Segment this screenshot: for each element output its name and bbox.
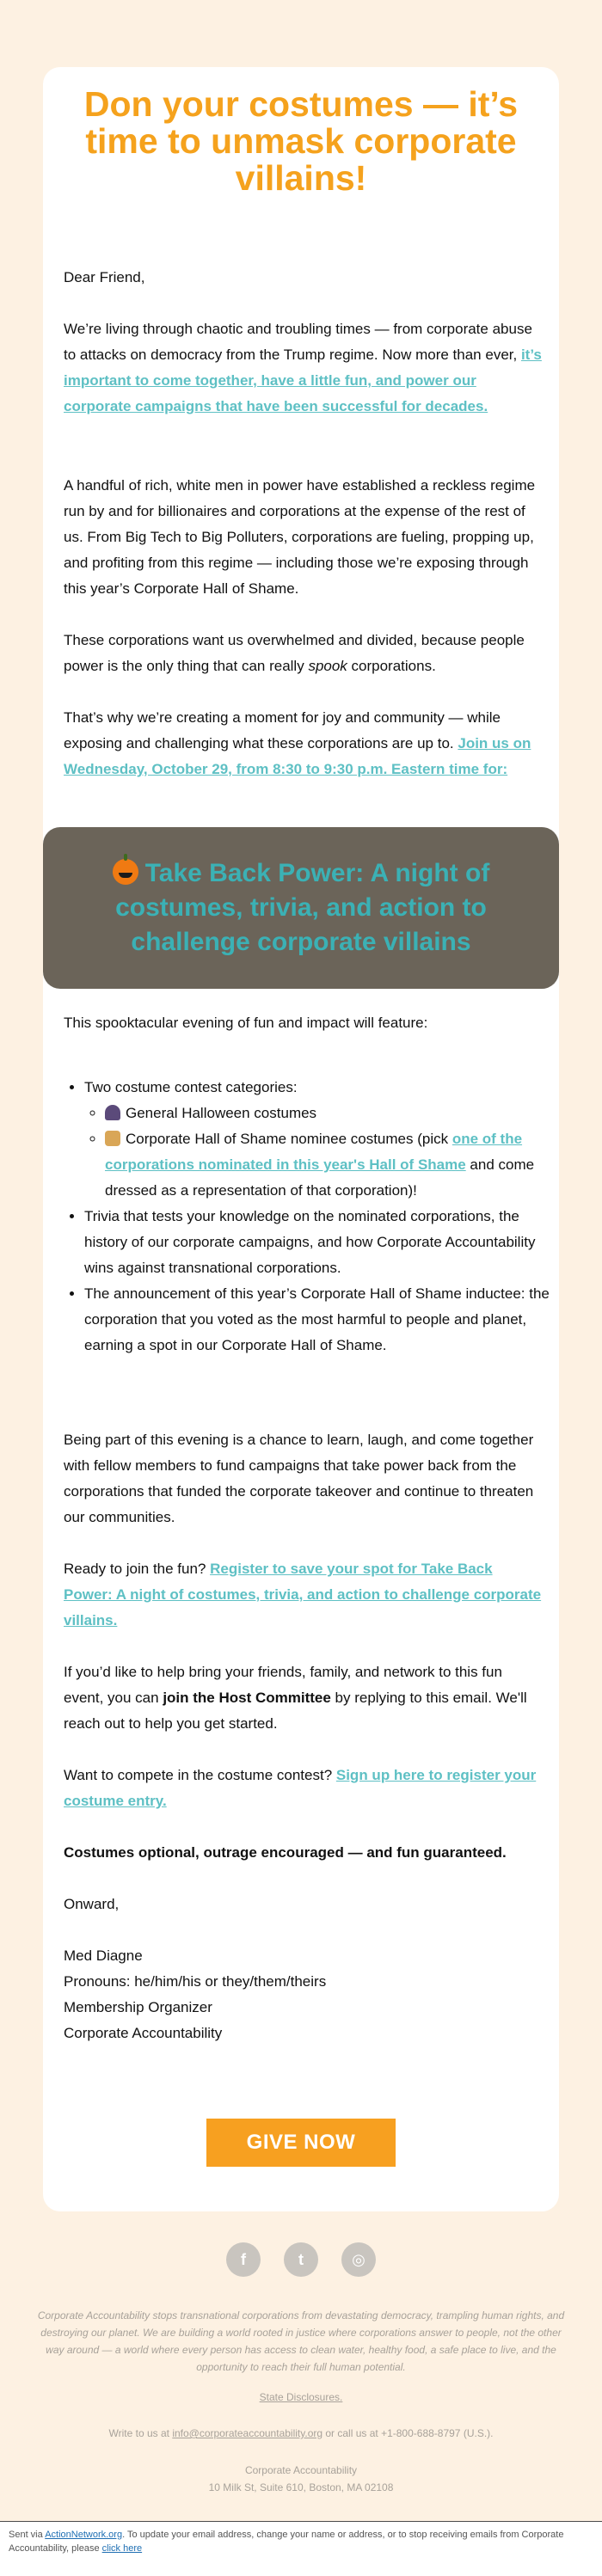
witch-icon bbox=[105, 1105, 120, 1120]
footer-address: 10 Milk St, Suite 610, Boston, MA 02108 bbox=[208, 2481, 394, 2493]
footer-org: Corporate Accountability bbox=[244, 2464, 358, 2476]
twitter-icon[interactable]: t bbox=[284, 2242, 318, 2277]
footer-contact bbox=[34, 2425, 568, 2442]
come-together-link[interactable]: it’s important to come together, have a little fun, and power our corporate campaigns that have been successful for decades. bbox=[64, 347, 542, 414]
event-banner bbox=[43, 827, 559, 989]
action-network-text bbox=[9, 2528, 593, 2555]
footer-mission: Corporate Accountability stops transnational corporations from devastating democracy, trampling human rights, and destroying our planet. We are building a world rooted in justice where corporations answer to people, not the other way around — a world where every person has access to clean water, healthy food, a safe place to live, and the opportunity to reach their full human potential. bbox=[37, 2309, 565, 2373]
greeting: Dear Friend, bbox=[64, 269, 145, 285]
list-item: • Trivia that tests your knowledge on the nominated corporations, the history of our corporate campaigns, and how Corporate Accountability wins against transnational corporations. bbox=[84, 1204, 562, 1281]
list-item bbox=[105, 1101, 562, 1126]
paragraph-tagline: Costumes optional, outrage encouraged — and fun guaranteed. bbox=[64, 1844, 507, 1861]
signature-block bbox=[64, 1943, 542, 2046]
instagram-icon[interactable]: ◎ bbox=[341, 2242, 376, 2277]
paragraph-costume-contest bbox=[64, 1763, 542, 1814]
signature-org: Corporate Accountability bbox=[64, 2025, 223, 2041]
paragraph-host-after: by replying to this email. We'll reach out to help you get started. bbox=[64, 1690, 527, 1732]
list-item-text: and come dressed as a representation of that corporation)! bbox=[105, 1156, 535, 1199]
bottom-middle: . To update your email address, change your name or address, or to stop receiving emails from Corporate Accountability, please bbox=[9, 2530, 564, 2554]
list-item bbox=[84, 1075, 562, 1204]
host-committee-bold: join the Host Committee bbox=[163, 1690, 331, 1706]
signature-pronouns: Pronouns: he/him/his or they/them/theirs bbox=[64, 1973, 327, 1990]
state-disclosures-link[interactable]: State Disclosures. bbox=[259, 2391, 343, 2403]
join-us-link[interactable]: Join us on Wednesday, October 29, from 8:30 to 9:30 p.m. Eastern time for: bbox=[64, 735, 531, 777]
footer-email-link[interactable]: info@corporateaccountability.org bbox=[172, 2427, 323, 2439]
action-network-link[interactable]: ActionNetwork.org bbox=[45, 2530, 123, 2540]
paragraph-register-text: Ready to join the fun? bbox=[64, 1561, 211, 1577]
paragraph-spook-before: These corporations want us overwhelmed and divided, because people power is the only thing that can really bbox=[64, 632, 525, 674]
paragraph-being-part: Being part of this evening is a chance to learn, laugh, and come together with fellow members to fund campaigns that take power back from the corporations that funded the corporate takeover and continue to threaten our communities. bbox=[64, 1432, 534, 1525]
paragraph-intro bbox=[64, 316, 542, 420]
scroll-icon bbox=[105, 1131, 120, 1146]
facebook-icon[interactable]: f bbox=[226, 2242, 261, 2277]
event-banner-title-text: Take Back Power: A night of costumes, trivia, and action to challenge corporate villains bbox=[115, 859, 490, 956]
footer-address-block bbox=[34, 2462, 568, 2496]
hall-of-shame-nominees-link[interactable]: one of the corporations nominated in this year's Hall of Shame bbox=[105, 1131, 523, 1173]
features-intro: This spooktacular evening of fun and impact will feature: bbox=[64, 1015, 428, 1031]
paragraph-spook-em: spook bbox=[308, 658, 347, 674]
signature-name: Med Diagne bbox=[64, 1947, 143, 1964]
paragraph-join-text: That’s why we’re creating a moment for joy and community — while exposing and challenging what these corporations are up to. bbox=[64, 709, 501, 751]
list-item: • The announcement of this year’s Corporate Hall of Shame inductee: the corporation that you voted as the most harmful to people and planet, earning a spot in our Corporate Hall of Shame. bbox=[84, 1281, 562, 1359]
action-network-bar bbox=[0, 2521, 602, 2576]
footer-disclosures-row bbox=[34, 2389, 568, 2406]
register-link[interactable]: Register to save your spot for Take Back Power: A night of costumes, trivia, and action to challenge corporate villains. bbox=[64, 1561, 542, 1628]
paragraph-join bbox=[64, 705, 542, 782]
paragraph-host-committee bbox=[64, 1659, 542, 1737]
signoff: Onward, bbox=[64, 1896, 120, 1912]
paragraph-spook bbox=[64, 628, 542, 679]
footer-write-suffix: or call us at +1-800-688-8797 (U.S.). bbox=[322, 2427, 494, 2439]
paragraph-contest-text: Want to compete in the costume contest? bbox=[64, 1767, 336, 1783]
list-item-text: Corporate Hall of Shame nominee costumes (pick bbox=[126, 1131, 452, 1147]
event-banner-title bbox=[86, 856, 516, 960]
jack-o-lantern-icon bbox=[113, 859, 138, 885]
list-item-text: Two costume contest categories: bbox=[84, 1079, 298, 1095]
unsubscribe-link[interactable]: click here bbox=[101, 2543, 143, 2554]
paragraph-register bbox=[64, 1556, 542, 1634]
list-item bbox=[105, 1126, 562, 1204]
signature-title: Membership Organizer bbox=[64, 1999, 212, 2015]
paragraph-spook-after: corporations. bbox=[347, 658, 436, 674]
bottom-prefix: Sent via bbox=[9, 2530, 46, 2540]
paragraph-intro-text: We’re living through chaotic and troubling times — from corporate abuse to attacks on democracy from the Trump regime. Now more than ever, bbox=[64, 321, 532, 363]
paragraph-host-before: If you’d like to help bring your friends, family, and network to this fun event, you can bbox=[64, 1664, 502, 1706]
costume-categories-list bbox=[84, 1101, 562, 1204]
list-item-text: General Halloween costumes bbox=[126, 1105, 317, 1121]
features-list bbox=[62, 1075, 562, 1359]
costume-signup-link[interactable]: Sign up here to register your costume entry. bbox=[64, 1767, 537, 1809]
paragraph-regime: A handful of rich, white men in power have established a reckless regime run by and for billionaires and corporations at the expense of the rest of us. From Big Tech to Big Polluters, corporations are fueling, propping up, and profiting from this regime — including those we’re exposing through this year’s Corporate Hall of Shame. bbox=[64, 477, 536, 597]
give-now-button[interactable]: GIVE NOW bbox=[206, 2119, 396, 2167]
footer-write-prefix: Write to us at bbox=[108, 2427, 173, 2439]
email-headline: Don your costumes — it’s time to unmask corporate villains! bbox=[83, 84, 519, 198]
